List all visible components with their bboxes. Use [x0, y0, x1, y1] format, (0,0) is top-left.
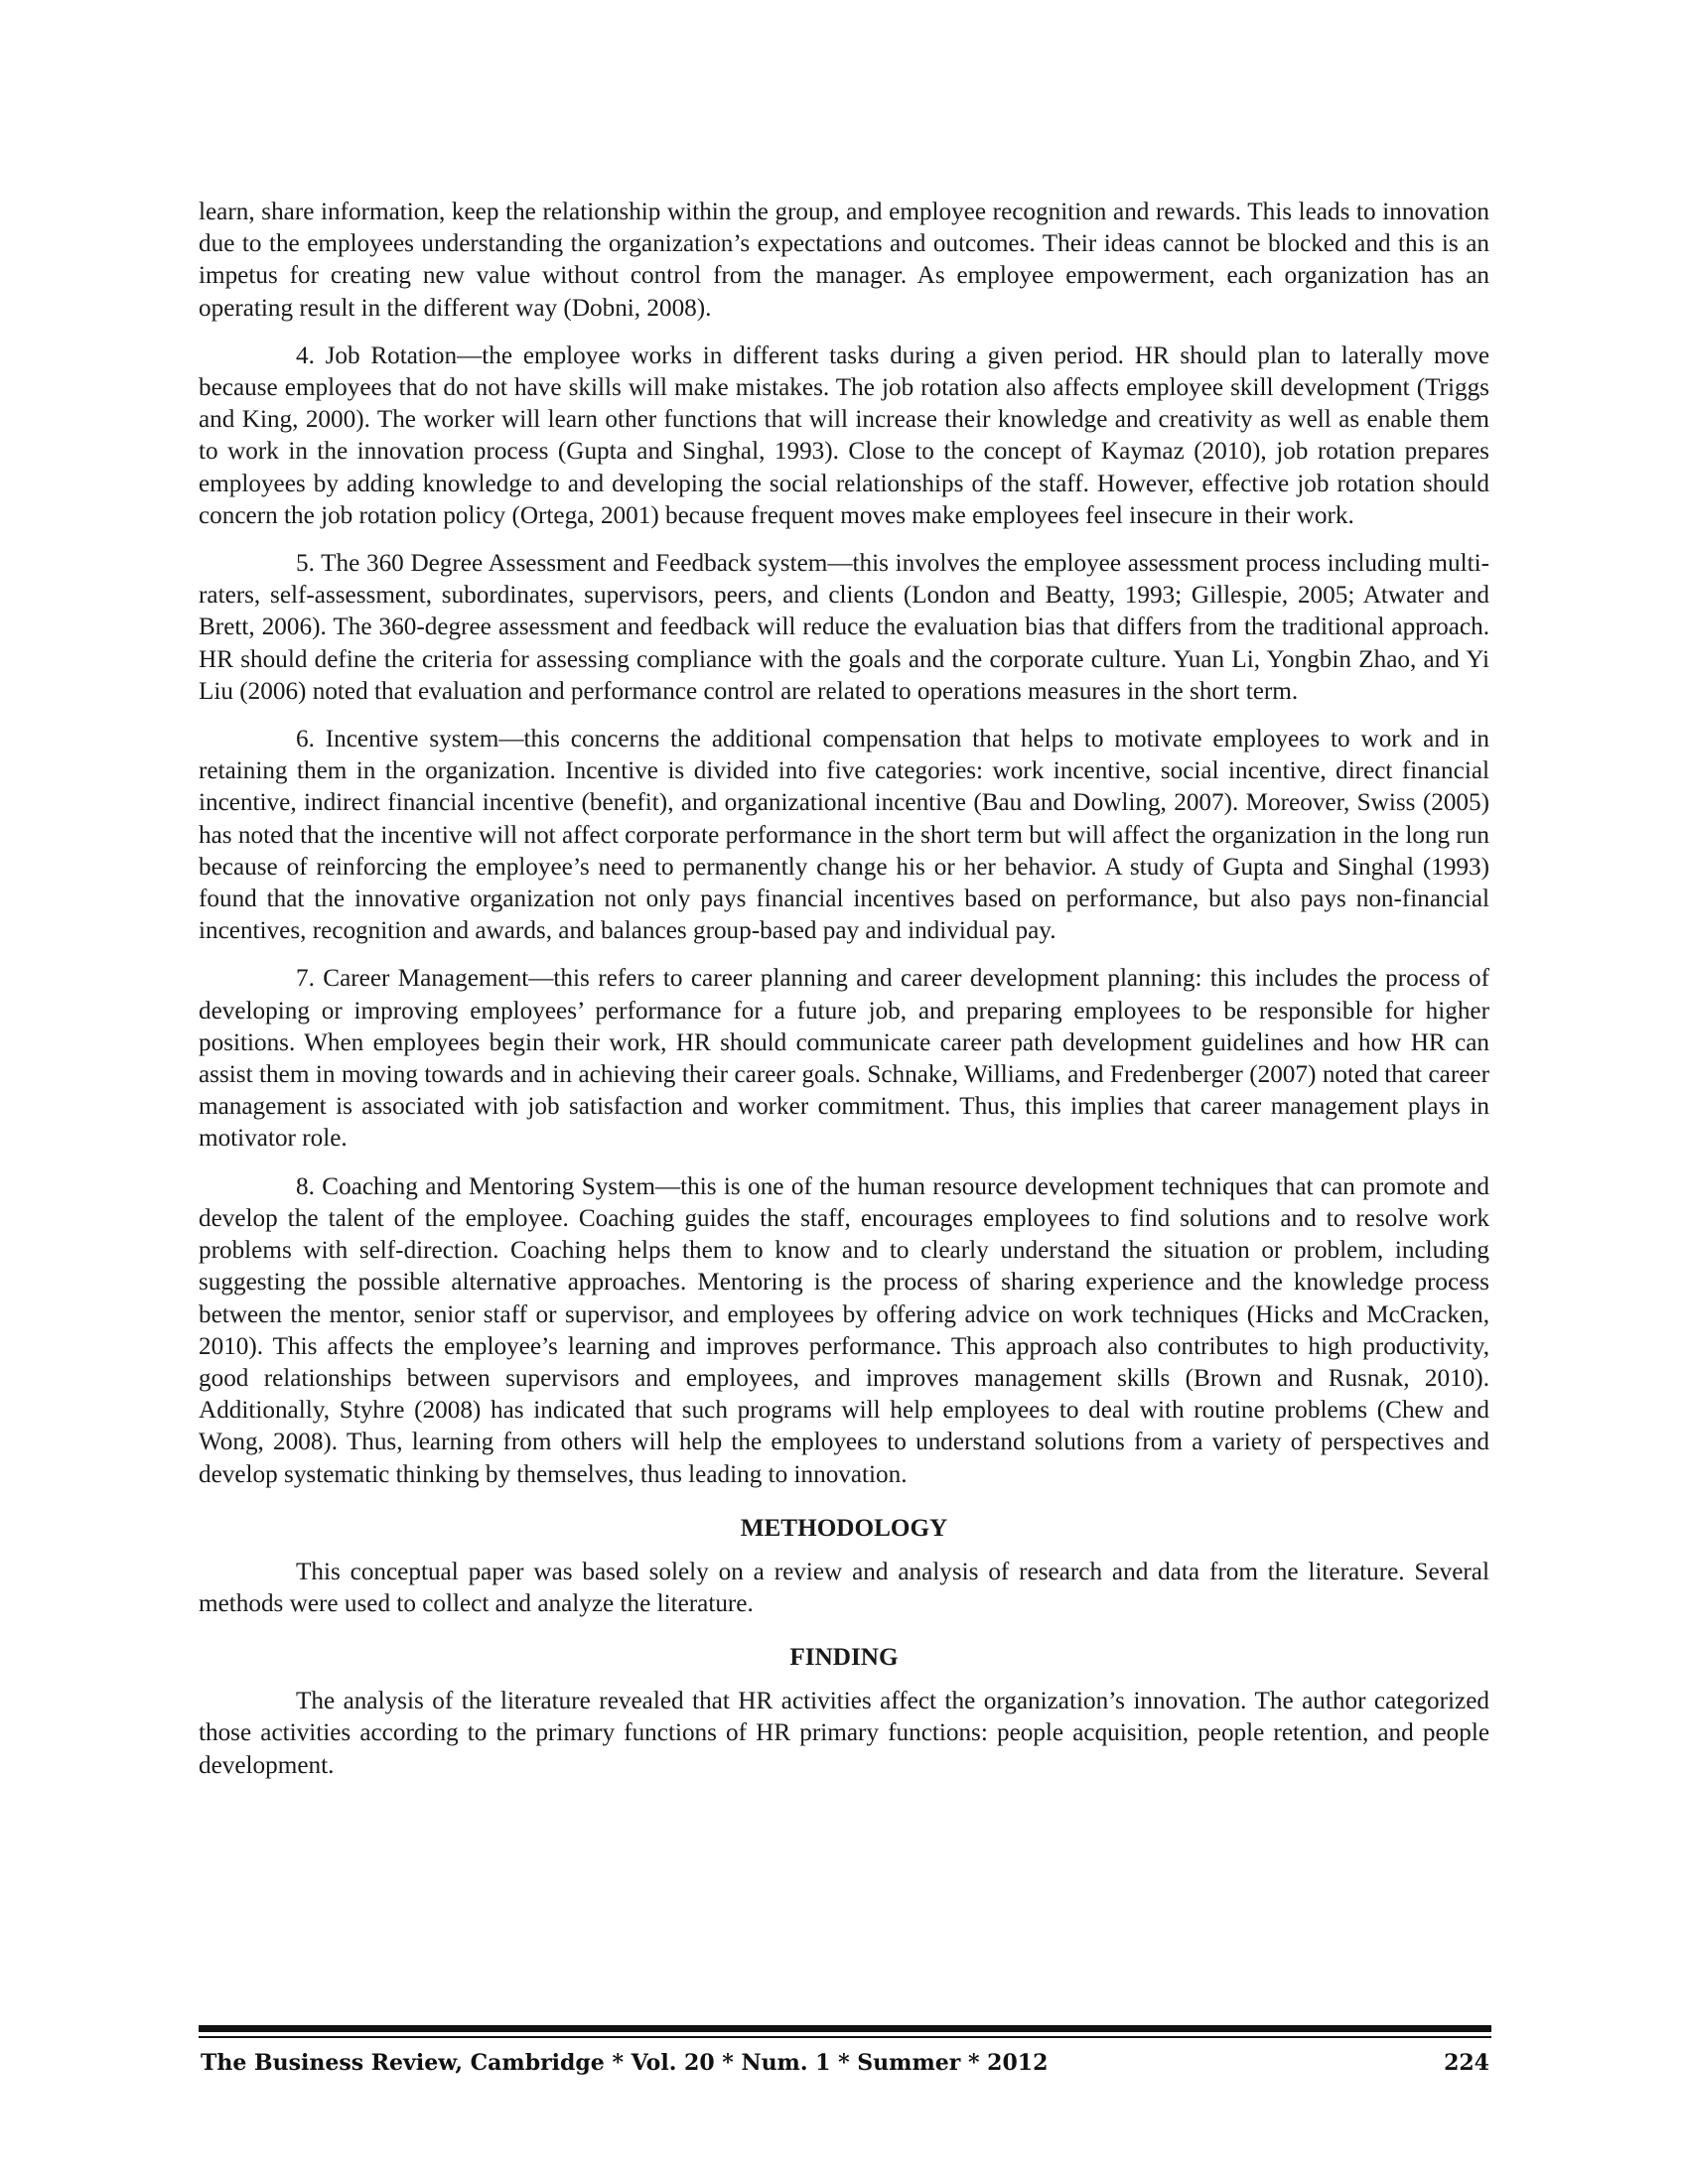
- paragraph-job-rotation: 4. Job Rotation—the employee works in different tasks during a given period. HR should plan to laterally move because employees that do not have skills will make mistakes. The job rotation also affects employee skill development (Triggs and King, 2000). The worker will learn other functions that will increase their knowledge and creativity as well as enable them to work in the innovation process (Gupta and Singhal, 1993). Close to the concept of Kaymaz (2010), job rotation prepares employees by adding knowledge to and developing the social relationships of the staff. However, effective job rotation should concern the job rotation policy (Ortega, 2001) because frequent moves make employees feel insecure in their work.: [199, 341, 1489, 529]
- paragraph-incentive-system: 6. Incentive system—this concerns the additional compensation that helps to motivate employees to work and in retaining them in the organization. Incentive is divided into five categories: work incentive, social incentive, direct financial incentive, indirect financial incentive (benefit), and organizational incentive (Bau and Dowling, 2007). Moreover, Swiss (2005) has noted that the incentive will not affect corporate performance in the short term but will affect the organization in the long run because of reinforcing the employee’s need to permanently change his or her behavior. A study of Gupta and Singhal (1993) found that the innovative organization not only pays financial incentives based on performance, but also pays non-financial incentives, recognition and awards, and balances group-based pay and individual pay.: [199, 726, 1489, 945]
- paragraph-coaching-mentoring: 8. Coaching and Mentoring System—this is one of the human resource development techniques that can promote and develop the talent of the employee. Coaching guides the staff, encourages employees to find solutions and to resolve work problems with self-direction. Coaching helps them to know and to clearly understand the situation or problem, including suggesting the possible alternative approaches. Mentoring is the process of sharing experience and the knowledge process between the mentor, senior staff or supervisor, and employees by offering advice on work techniques (Hicks and McCracken, 2010). This affects the employee’s learning and improves performance. This approach also contributes to high productivity, good relationships between supervisors and employees, and improves management skills (Brown and Rusnak, 2010). Additionally, Styhre (2008) has indicated that such programs will help employees to deal with routine problems (Chew and Wong, 2008). Thus, learning from others will help the employees to understand solutions from a variety of perspectives and develop systematic thinking by themselves, thus leading to innovation.: [199, 1172, 1489, 1488]
- page-body: [199, 197, 1489, 1798]
- paragraph-360-assessment: 5. The 360 Degree Assessment and Feedback system—this involves the employee assessment process including multi-raters, self-assessment, subordinates, supervisors, peers, and clients (London and Beatty, 1993; Gillespie, 2005; Atwater and Brett, 2006). The 360-degree assessment and feedback will reduce the evaluation bias that differs from the traditional approach. HR should define the criteria for assessing compliance with the goals and the corporate culture. Yuan Li, Yongbin Zhao, and Yi Liu (2006) noted that evaluation and performance control are related to operations measures in the short term.: [199, 550, 1489, 705]
- paragraph-continuation: learn, share information, keep the relationship within the group, and employee recognition and rewards. This leads to innovation due to the employees understanding the organization’s expectations and outcomes. Their ideas cannot be blocked and this is an impetus for creating new value without control from the manager. As employee empowerment, each organization has an operating result in the different way (Dobni, 2008).: [199, 199, 1489, 322]
- finding-heading: FINDING: [789, 1644, 899, 1672]
- footer-rule-thin: [199, 2036, 1491, 2038]
- finding-paragraph: The analysis of the literature revealed that HR activities affect the organization’s innovation. The author categorized those activities according to the primary functions of HR primary functions: people acquisition, people retention, and people development.: [199, 1688, 1489, 1779]
- methodology-heading: METHODOLOGY: [740, 1514, 948, 1542]
- methodology-paragraph: This conceptual paper was based solely on a review and analysis of research and data from the literature. Several methods were used to collect and analyze the literature.: [199, 1558, 1489, 1617]
- paragraph-career-management: 7. Career Management—this refers to career planning and career development planning: this includes the process of developing or improving employees’ performance for a future job, and preparing employees to be responsible for higher positions. When employees begin their work, HR should communicate career path development guidelines and how HR can assist them in moving towards and in achieving their career goals. Schnake, Williams, and Fredenberger (2007) noted that career management is associated with job satisfaction and worker commitment. Thus, this implies that career management plays in motivator role.: [199, 965, 1489, 1153]
- page-number: 224: [1444, 2050, 1489, 2076]
- journal-citation: The Business Review, Cambridge * Vol. 20 * Num. 1 * Summer * 2012: [201, 2050, 1049, 2076]
- footer-rule-thick: [199, 2025, 1491, 2032]
